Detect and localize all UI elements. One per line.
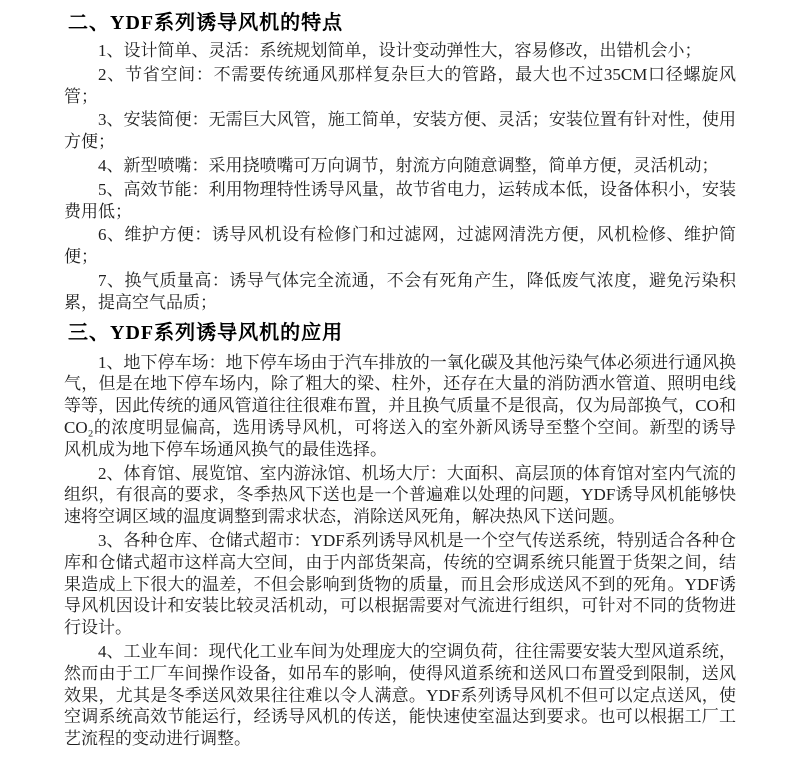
section-applications-heading: 三、YDF系列诱导风机的应用 (68, 321, 344, 344)
section-applications (64, 320, 736, 750)
section-features-heading: 二、YDF系列诱导风机的特点 (68, 12, 344, 34)
feature-item-3: 3、安装简便：无需巨大风管，施工简单，安装方便、灵活；安装位置有针对性，使用方便； (64, 110, 736, 152)
application-para-gymnasiums: 2、体育馆、展览馆、室内游泳馆、机场大厅：大面积、高层顶的体育馆对室内气流的组织，有很高的要求，冬季热风下送也是一个普遍难以处理的问题，YDF诱导风机能够快速将空调区域的温度调整到需求状态，消除送风死角，解决热风下送问题。 (64, 463, 736, 527)
feature-item-4: 4、新型喷嘴：采用挠喷嘴可万向调节，射流方向随意调整，简单方便，灵活机动； (98, 155, 719, 175)
feature-item-5: 5、高效节能：利用物理特性诱导风量，故节省电力，运转成本低，设备体积小，安装费用低； (64, 179, 736, 221)
application-para-industrial-workshops: 4、工业车间：现代化工业车间为处理庞大的空调负荷，往往需要安装大型风道系统，然而由于工厂车间操作设备，如吊车的影响，使得风道系统和送风口布置受到限制，送风效果，尤其是冬季送风效果往往难以令人满意。YDF系列诱导风机不但可以定点送风，使空调系统高效节能运行，经诱导风机的传送，能快速使室温达到要求。也可以根据工厂工艺流程的变动进行调整。 (64, 641, 736, 749)
section-features (64, 10, 736, 314)
application-para-underground-parking: 1、地下停车场：地下停车场由于汽车排放的一氧化碳及其他污染气体必须进行通风换气，但是在地下停车场内，除了粗大的梁、柱外，还存在大量的消防洒水管道、照明电线等等，因此传统的通风管道往往很难布置，并且换气质量不是很高，仅为局部换气，CO和CO₂的浓度明显偏高，选用诱导风机，可将送入的室外新风诱导至整个空间。新型的诱导风机成为地下停车场通风换气的最佳选择。 (64, 352, 736, 459)
feature-item-2: 2、节省空间：不需要传统通风那样复杂巨大的管路，最大也不过35CM口径螺旋风管； (64, 64, 736, 106)
feature-item-6: 6、维护方便：诱导风机设有检修门和过滤网，过滤网清洗方便，风机检修、维护简便； (64, 225, 736, 267)
application-para-warehouses: 3、各种仓库、仓储式超市：YDF系列诱导风机是一个空气传送系统，特别适合各种仓库和仓储式超市这样高大空间，由于内部货架高，传统的空调系统只能置于货架之间，结果造成上下很大的温差，不但会影响到货物的质量，而且会形成送风不到的死角。YDF诱导风机因设计和安装比较灵活机动，可以根据需要对气流进行组织，可针对不同的货物进行设计。 (64, 530, 736, 638)
document-content (64, 10, 736, 750)
feature-item-7: 7、换气质量高：诱导气体完全流通，不会有死角产生，降低废气浓度，避免污染积累，提高空气品质； (64, 270, 736, 312)
feature-item-1: 1、设计简单、灵活：系统规划简单，设计变动弹性大，容易修改，出错机会小； (98, 41, 702, 60)
